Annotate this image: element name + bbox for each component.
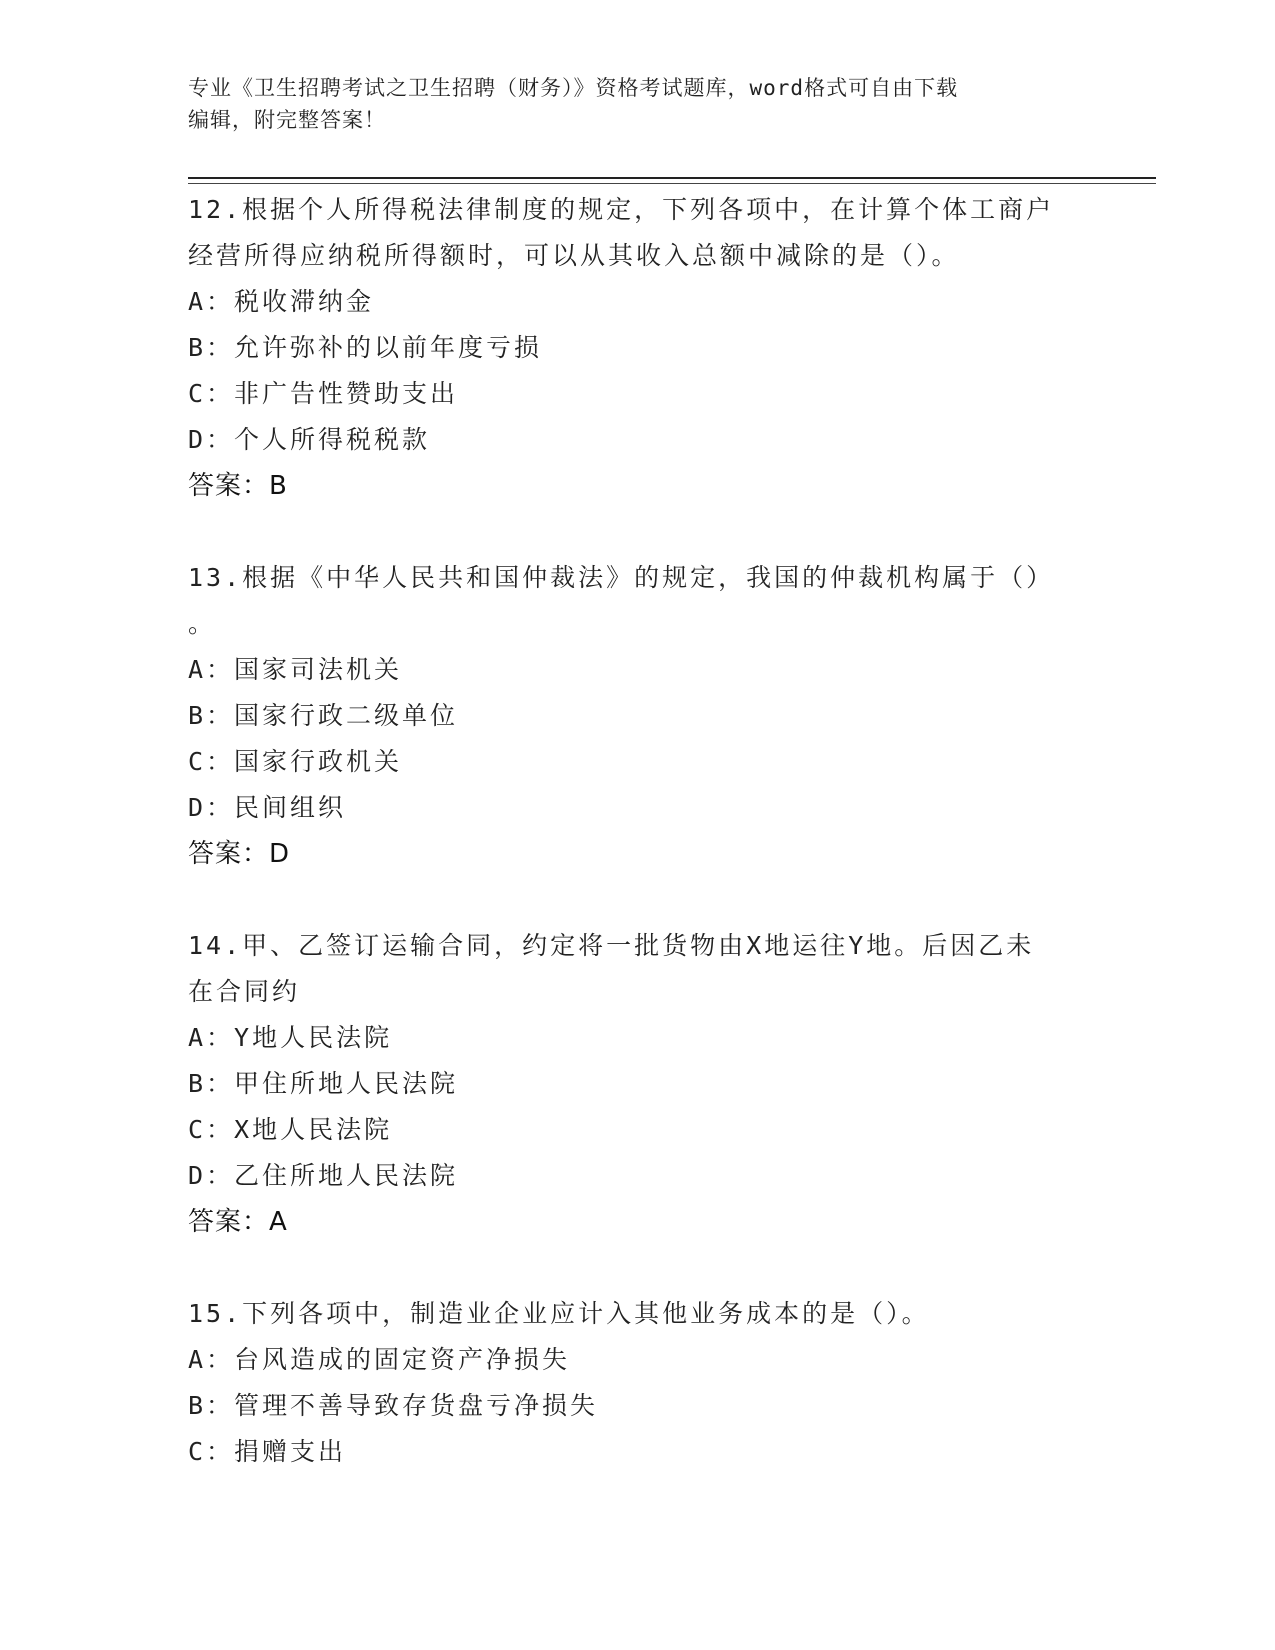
- option-c: C：国家行政机关: [188, 747, 403, 776]
- option-d: D：个人所得税税款: [188, 425, 431, 454]
- option-a: A：税收滞纳金: [188, 287, 375, 316]
- question-stem-line: 14.甲、乙签订运输合同，约定将一批货物由X地运往Y地。后因乙未: [188, 931, 1035, 960]
- option-b: B：允许弥补的以前年度亏损: [188, 333, 543, 362]
- question-stem-line: 12.根据个人所得税法律制度的规定，下列各项中，在计算个体工商户: [188, 195, 1055, 224]
- question-stem-line: 13.根据《中华人民共和国仲裁法》的规定，我国的仲裁机构属于（）: [188, 563, 1055, 592]
- header-divider-thick: [188, 177, 1156, 179]
- question-stem-line: 。: [188, 609, 217, 638]
- header-line-1: 专业《卫生招聘考试之卫生招聘（财务）》资格考试题库，word格式可自由下载: [188, 76, 959, 100]
- option-d: D：乙住所地人民法院: [188, 1161, 459, 1190]
- question-stem-line: 经营所得应纳税所得额时，可以从其收入总额中减除的是（）。: [188, 241, 960, 270]
- option-b: B：甲住所地人民法院: [188, 1069, 459, 1098]
- answer: 答案：D: [188, 839, 291, 869]
- header-line-2: 编辑，附完整答案！: [188, 108, 386, 132]
- question-stem-line: 15.下列各项中，制造业企业应计入其他业务成本的是（）。: [188, 1299, 930, 1328]
- answer: 答案：A: [188, 1207, 288, 1237]
- question-list: [188, 187, 1088, 1521]
- header-divider-thin: [188, 183, 1156, 184]
- option-b: B：管理不善导致存货盘亏净损失: [188, 1391, 599, 1420]
- option-a: A：Y地人民法院: [188, 1023, 393, 1052]
- option-c: C：非广告性赞助支出: [188, 379, 459, 408]
- option-a: A：国家司法机关: [188, 655, 403, 684]
- question-15: [188, 1291, 1088, 1475]
- option-b: B：国家行政二级单位: [188, 701, 459, 730]
- question-14: [188, 923, 1088, 1245]
- option-a: A：台风造成的固定资产净损失: [188, 1345, 571, 1374]
- question-stem-line: 在合同约: [188, 977, 301, 1006]
- option-c: C：捐赠支出: [188, 1437, 347, 1466]
- document-header: [188, 72, 1088, 136]
- option-c: C：X地人民法院: [188, 1115, 393, 1144]
- question-12: [188, 187, 1088, 509]
- option-d: D：民间组织: [188, 793, 347, 822]
- answer: 答案：B: [188, 471, 288, 501]
- question-13: [188, 555, 1088, 877]
